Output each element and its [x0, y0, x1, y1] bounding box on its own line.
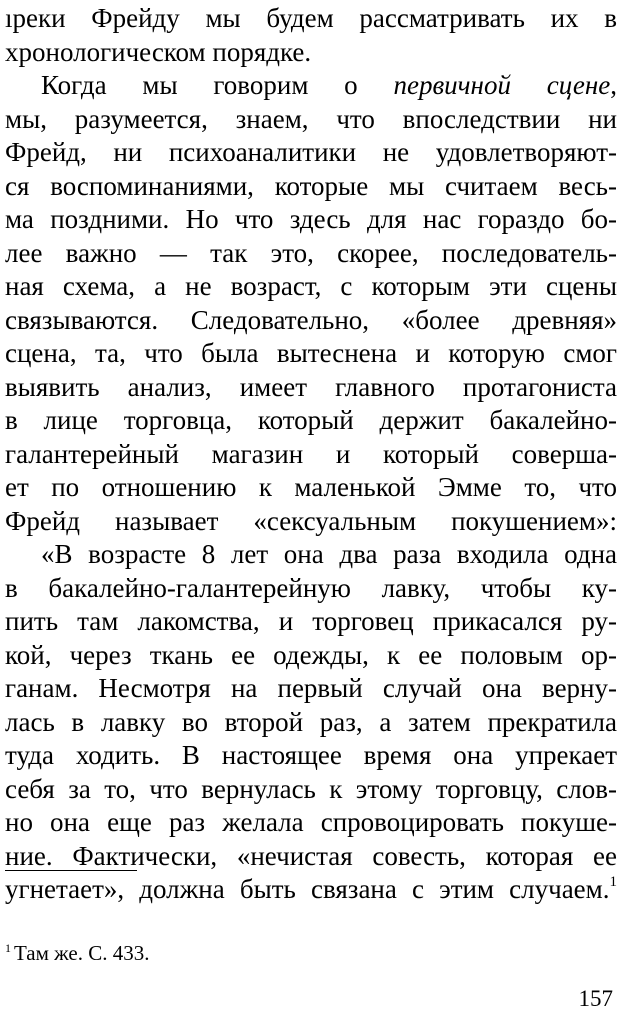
text-line: ма поздними. Но что здесь для нас гораздо бо- [5, 204, 617, 234]
text-span: Когда мы говорим о [41, 70, 394, 100]
footnote-text: Там же. С. 433. [14, 941, 150, 965]
body-text [5, 2, 617, 907]
text-line: выявить анализ, имеет главного протагониста [5, 371, 617, 402]
quote-line: пить там лакомства, и торговец прикасался ру- [5, 606, 617, 636]
footnote-mark: 1 [5, 941, 11, 955]
quote-line: в бакалейно-галантерейную лавку, чтобы ку- [5, 572, 617, 603]
italic-term: первичной сцене [393, 70, 611, 100]
text-line: связываются. Следовательно, «более древняя» [5, 304, 617, 335]
text-line: мы, разумеется, знаем, что впоследствии ни [5, 103, 617, 134]
quote-line: ние. Фактически, «нечистая совесть, которая ее [5, 840, 617, 871]
quote-line: ганам. Несмотря на первый случай она верну- [5, 673, 617, 703]
text-line: ıреки Фрейду мы будем рассматривать их в [5, 3, 617, 33]
text-line: Фрейд называет «сексуальным покушением»: [5, 505, 617, 536]
quote-line: туда ходить. В настоящее время она упрекает [5, 740, 617, 770]
paragraph-first-line [5, 69, 617, 103]
footnote-divider [5, 870, 137, 871]
quote-line: себя за то, что вернулась к этому торговцу, слов- [5, 773, 617, 804]
text-line: хронологическом порядке. [5, 36, 312, 67]
text-line: ся воспоминаниями, которые мы считаем весь- [5, 170, 617, 201]
text-line: ная схема, а не возраст, с которым эти сцены [5, 271, 617, 301]
footnote [5, 936, 149, 965]
text-line: в лице торговца, который держит бакалейно- [5, 405, 617, 435]
quote-line: лась в лавку во второй раз, а затем прекратила [5, 706, 617, 737]
text-line: ет по отношению к маленькой Эмме то, что [5, 472, 617, 502]
text-line: Фрейд, ни психоаналитики не удовлетворяют- [5, 137, 617, 167]
text-span: угнетает», должна быть связана с этим случаем. [5, 874, 610, 904]
footnote-reference[interactable]: 1 [609, 874, 617, 890]
text-line: лее важно — так это, скорее, последователь- [5, 237, 617, 268]
text-span: , [610, 70, 617, 100]
quote-line: кой, через ткань ее одежды, к ее половым ор- [5, 639, 617, 670]
quote-line: но она еще раз желала спровоцировать покуше- [5, 807, 617, 837]
quote-last-line [5, 873, 617, 907]
text-line: сцена, та, что была вытеснена и которую смог [5, 338, 617, 368]
page-number: 157 [578, 986, 613, 1011]
quote-first-line: «В возрасте 8 лет она два раза входила одна [41, 539, 617, 569]
text-line: галантерейный магазин и который соверша- [5, 438, 617, 469]
